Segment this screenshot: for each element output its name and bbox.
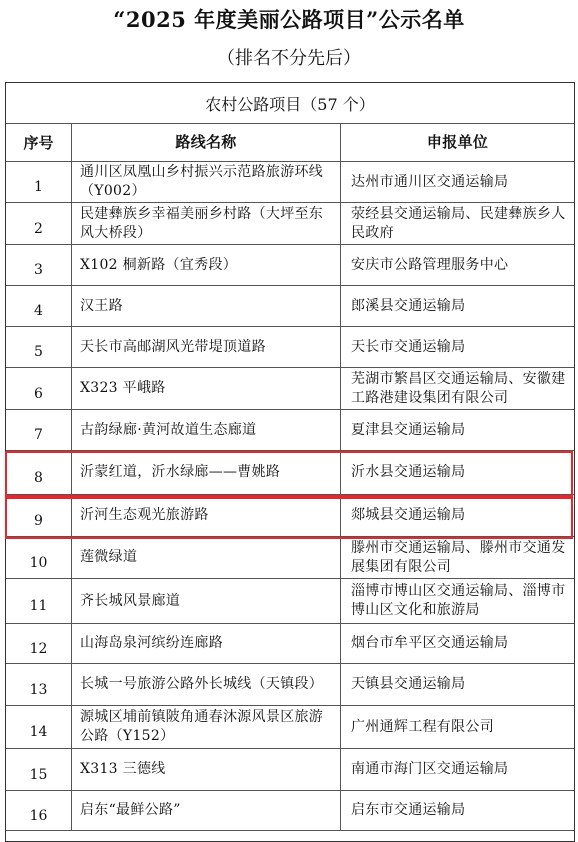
route-name: 天长市高邮湖风光带堤顶道路 — [72, 327, 341, 367]
row-number: 3 — [6, 245, 72, 285]
row-number: 1 — [6, 162, 72, 202]
header-route: 路线名称 — [72, 124, 341, 161]
reporting-unit: 安庆市公路管理服务中心 — [351, 256, 509, 273]
table-row — [6, 537, 574, 579]
table-body — [6, 162, 574, 831]
reporting-unit: 南通市海门区交通运输局 — [351, 761, 509, 777]
reporting-unit: 天长市交通运输局 — [351, 338, 466, 355]
table-row — [6, 245, 574, 286]
route-name: X102 桐新路（宜秀段） — [72, 245, 341, 285]
route-name: 齐长城风景廊道 — [72, 579, 341, 623]
table-row — [6, 410, 574, 451]
route-name: 民建彝族乡幸福美丽乡村路（大坪至东风大桥段） — [72, 203, 341, 244]
reporting-unit: 天镇县交通运输局 — [351, 676, 466, 692]
table-row — [6, 451, 574, 495]
row-number: 12 — [6, 624, 72, 663]
table-row — [6, 203, 574, 245]
route-name: 启东“最鲜公路” — [72, 791, 341, 830]
row-number: 6 — [6, 368, 72, 409]
reporting-unit: 达州市通川区交通运输局 — [351, 173, 509, 190]
reporting-unit: 夏津县交通运输局 — [351, 421, 466, 438]
reporting-unit: 淄博市博山区交通运输局、淄博市博山区文化和旅游局 — [351, 583, 566, 618]
row-number: 5 — [6, 327, 72, 367]
row-number: 10 — [6, 537, 72, 578]
header-no: 序号 — [6, 124, 72, 161]
table-row — [6, 624, 574, 664]
route-name: 通川区凤凰山乡村振兴示范路旅游环线（Y002） — [72, 162, 341, 202]
table-row — [6, 327, 574, 368]
route-name: 古韵绿廊·黄河故道生态廊道 — [72, 410, 341, 450]
route-name: X323 平峨路 — [72, 368, 341, 409]
route-name: 沂蒙红道，沂水绿廊——曹姚路 — [72, 451, 341, 494]
reporting-unit: 烟台市牟平区交通运输局 — [351, 635, 509, 651]
row-number: 8 — [6, 451, 72, 494]
category-heading: 农村公路项目（57 个） — [6, 83, 574, 124]
row-number: 13 — [6, 664, 72, 705]
reporting-unit: 滕州市交通运输局、滕州市交通发展集团有限公司 — [351, 539, 566, 575]
route-name: X313 三德线 — [72, 749, 341, 790]
header-unit: 申报单位 — [426, 133, 489, 151]
route-name: 沂河生态观光旅游路 — [72, 495, 341, 536]
document-title: “2025 年度美丽公路项目”公示名单 — [113, 7, 465, 32]
row-number: 15 — [6, 749, 72, 790]
reporting-unit: 芜湖市繁昌区交通运输局、安徽建工路港建设集团有限公司 — [351, 370, 566, 406]
row-number: 9 — [6, 495, 72, 536]
table-row — [6, 495, 574, 537]
row-number: 4 — [6, 286, 72, 326]
project-table — [5, 82, 575, 842]
table-row — [6, 162, 574, 203]
row-number: 2 — [6, 203, 72, 244]
table-row — [6, 706, 574, 749]
route-name: 长城一号旅游公路外长城线（天镇段） — [72, 664, 341, 705]
reporting-unit: 荥经县交通运输局、民建彝族乡人民政府 — [351, 205, 566, 241]
table-row — [6, 664, 574, 706]
route-name: 山海岛泉河缤纷连廊路 — [72, 624, 341, 663]
reporting-unit: 沂水县交通运输局 — [351, 464, 466, 480]
route-name: 汉王路 — [72, 286, 341, 326]
row-number: 7 — [6, 410, 72, 450]
reporting-unit: 郎溪县交通运输局 — [351, 297, 466, 314]
document-subtitle: （排名不分先后） — [217, 48, 361, 69]
reporting-unit: 启东市交通运输局 — [351, 802, 466, 818]
table-row — [6, 791, 574, 831]
table-row — [6, 749, 574, 791]
table-header-row — [6, 124, 574, 162]
row-number: 16 — [6, 791, 72, 830]
row-number: 14 — [6, 706, 72, 748]
route-name: 莲微绿道 — [72, 537, 341, 578]
row-number: 11 — [6, 579, 72, 623]
reporting-unit: 广州通辉工程有限公司 — [351, 718, 494, 735]
reporting-unit: 郯城县交通运输局 — [351, 507, 466, 523]
route-name: 源城区埔前镇陂角通春沐源风景区旅游公路（Y152） — [72, 706, 341, 748]
table-row — [6, 286, 574, 327]
table-row — [6, 579, 574, 624]
table-row — [6, 368, 574, 410]
